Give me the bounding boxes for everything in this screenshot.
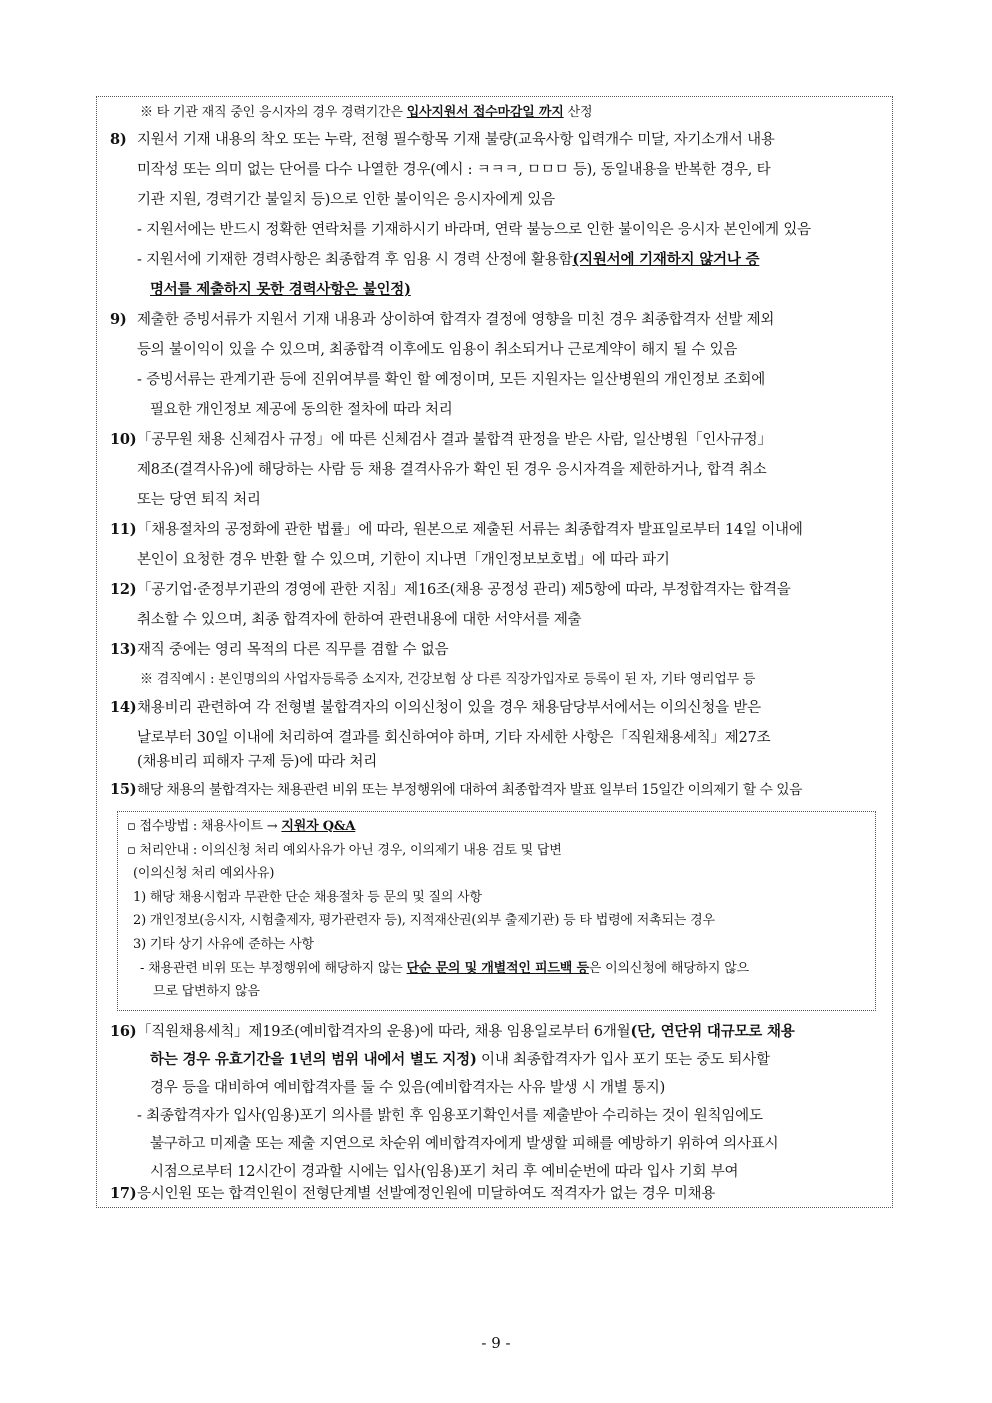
page-number: - 9 - [481, 1334, 511, 1352]
item-9-line-1: 제출한 증빙서류가 지원서 기재 내용과 상이하여 합격자 결정에 영향을 미친 경우 최종합격자 선발 제외 [137, 312, 775, 328]
box-line-exceptions-title: (이의신청 처리 예외사유) [133, 866, 275, 881]
item-14-line-1: 채용비리 관련하여 각 전형별 불합격자의 이의신청이 있을 경우 채용담당부서에서는 이의신청을 받은 [137, 700, 761, 716]
item-13-note: ※ 겸직예시 : 본인명의의 사업자등록증 소지자, 건강보험 상 다른 직장가입자로 등록이 된 자, 기타 영리업무 등 [140, 672, 756, 687]
item-16-sub-1: - 최종합격자가 입사(임용)포기 의사를 밝힌 후 임용포기확인서를 제출받아 수리하는 것이 원칙임에도 [137, 1108, 763, 1124]
item-16-line-1: 「직원채용세칙」제19조(예비합격자의 운용)에 따라, 채용 임용일로부터 6개월(단, 연단위 대규모로 채용 [137, 1023, 795, 1040]
item-14-number: 14) [110, 699, 137, 716]
item-16-sub-1-cont-2: 시점으로부터 12시간이 경과할 시에는 입사(임용)포기 처리 후 예비순번에 따라 입사 기회 부여 [150, 1164, 739, 1180]
item-8-sub-2: - 지원서에 기재한 경력사항은 최종합격 후 임용 시 경력 산정에 활용함(지원서에 기재하지 않거나 증 [137, 251, 760, 268]
item-12-line-1: 「공기업·준정부기관의 경영에 관한 지침」제16조(채용 공정성 관리) 제5항에 따라, 부정합격자는 합격을 [137, 582, 791, 598]
item-16-line-3: 경우 등을 대비하여 예비합격자를 둘 수 있음(예비합격자는 사유 발생 시 개별 통지) [150, 1080, 666, 1096]
item-16-number: 16) [110, 1023, 137, 1040]
item-11-line-2: 본인이 요청한 경우 반환 할 수 있으며, 기한이 지나면「개인정보보호법」에 따라 파기 [137, 552, 670, 568]
item-16-line-2: 하는 경우 유효기간을 1년의 범위 내에서 별도 지정) 이내 최종합격자가 입사 포기 또는 중도 퇴사할 [150, 1051, 770, 1068]
item-14-line-2: 날로부터 30일 이내에 처리하여 결과를 회신하여야 하며, 기타 자세한 사항은「직원채용세칙」제27조 [137, 730, 771, 746]
item-12-line-2: 취소할 수 있으며, 최종 합격자에 한하여 관련내용에 대한 서약서를 제출 [137, 612, 582, 628]
item-14-line-3: (채용비리 피해자 구제 등)에 따라 처리 [137, 754, 378, 770]
item-12-number: 12) [110, 581, 137, 598]
objection-notice-box [117, 811, 876, 1011]
box-line-process: ▫ 처리안내 : 이의신청 처리 예외사유가 아닌 경우, 이의제기 내용 검토 및 답변 [127, 843, 562, 858]
item-8-number: 8) [110, 131, 127, 148]
item-11-line-1: 「채용절차의 공정화에 관한 법률」에 따라, 원본으로 제출된 서류는 최종합격자 발표일로부터 14일 이내에 [137, 522, 803, 538]
item-11-number: 11) [110, 521, 137, 538]
item-8-line-2: 미작성 또는 의미 없는 단어를 다수 나열한 경우(예시 : ㅋㅋㅋ, ㅁㅁㅁ 등), 동일내용을 반복한 경우, 타 [137, 162, 771, 178]
item-16-sub-1-cont-1: 불구하고 미제출 또는 제출 지연으로 차순위 예비합격자에게 발생할 피해를 예방하기 위하여 의사표시 [150, 1136, 779, 1152]
box-line-note-cont: 므로 답변하지 않음 [153, 984, 260, 999]
item-9-number: 9) [110, 311, 127, 328]
item-9-sub-1-cont: 필요한 개인정보 제공에 동의한 절차에 따라 처리 [150, 402, 453, 418]
career-note: ※ 타 기관 재직 중인 응시자의 경우 경력기간은 입사지원서 접수마감일 까지 산정 [140, 105, 593, 120]
item-10-number: 10) [110, 431, 137, 448]
item-10-line-2: 제8조(결격사유)에 해당하는 사람 등 채용 결격사유가 확인 된 경우 응시자격을 제한하거나, 합격 취소 [137, 462, 767, 478]
box-line-method: ▫ 접수방법 : 채용사이트 → 지원자 Q&A [127, 819, 356, 834]
item-10-line-1: 「공무원 채용 신체검사 규정」에 따른 신체검사 결과 불합격 판정을 받은 사람, 일산병원「인사규정」 [137, 432, 772, 448]
item-15-number: 15) [110, 781, 137, 798]
item-15-line-1: 해당 채용의 불합격자는 채용관련 비위 또는 부정행위에 대하여 최종합격자 발표 일부터 15일간 이의제기 할 수 있음 [137, 782, 802, 798]
item-10-line-3: 또는 당연 퇴직 처리 [137, 492, 261, 508]
box-line-exception-1: 1) 해당 채용시험과 무관한 단순 채용절차 등 문의 및 질의 사항 [133, 890, 482, 905]
item-8-sub-1: - 지원서에는 반드시 정확한 연락처를 기재하시기 바라며, 연락 불능으로 인한 불이익은 응시자 본인에게 있음 [137, 222, 811, 238]
box-line-exception-2: 2) 개인정보(응시자, 시험출제자, 평가관련자 등), 지적재산권(외부 출제기관) 등 타 법령에 저촉되는 경우 [133, 913, 715, 928]
item-13-line-1: 재직 중에는 영리 목적의 다른 직무를 겸할 수 없음 [137, 642, 449, 658]
box-line-exception-3: 3) 기타 상기 사유에 준하는 사항 [133, 937, 314, 952]
item-9-sub-1: - 증빙서류는 관계기관 등에 진위여부를 확인 할 예정이며, 모든 지원자는 일산병원의 개인정보 조회에 [137, 372, 766, 388]
item-17-line-1: 응시인원 또는 합격인원이 전형단계별 선발예정인원에 미달하여도 적격자가 없는 경우 미채용 [137, 1186, 716, 1202]
item-13-number: 13) [110, 641, 137, 658]
item-8-line-1: 지원서 기재 내용의 착오 또는 누락, 전형 필수항목 기재 불량(교육사항 입력개수 미달, 자기소개서 내용 [137, 132, 775, 148]
item-9-line-2: 등의 불이익이 있을 수 있으며, 최종합격 이후에도 임용이 취소되거나 근로계약이 해지 될 수 있음 [137, 342, 738, 358]
item-17-number: 17) [110, 1185, 137, 1202]
item-8-line-3: 기관 지원, 경력기간 불일치 등)으로 인한 불이익은 응시자에게 있음 [137, 192, 555, 208]
item-8-sub-2-cont: 명서를 제출하지 못한 경력사항은 불인정) [150, 281, 411, 298]
box-line-note: - 채용관련 비위 또는 부정행위에 해당하지 않는 단순 문의 및 개별적인 피드백 등은 이의신청에 해당하지 않으 [140, 961, 749, 976]
